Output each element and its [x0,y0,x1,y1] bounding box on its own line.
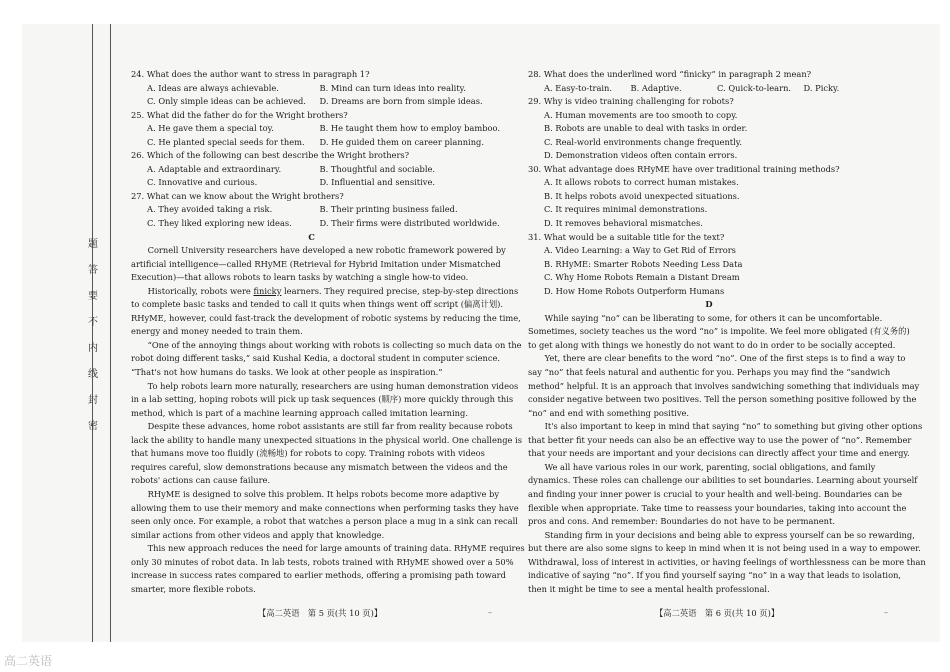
question-stem: 24. What does the author want to stress in paragraph 1? [131,69,370,79]
watermark: 高二英语 [4,654,53,668]
seal-char: 密 [88,421,98,432]
answer-option: C. It requires minimal demonstrations. [544,204,708,215]
answer-option: A. Human movements are too smooth to copy. [544,109,738,120]
passage-line: seen only once. For example, a robot that watches a person place a mug in a sink can recall [131,516,518,527]
page-footer-left: 【高二英语 第 5 页(共 10 页)】 [258,608,383,618]
passage-line: While saying “no” can be liberating to some, for others it can be uncomfortable. [544,312,883,323]
passage-line: but there are also some signs to keep in mind when it is not being used in a way to empower. [528,543,921,554]
underlined-word: finicky [253,285,282,296]
passage-line: pros and cons. And remember: Boundaries do not have to be permanent. [528,516,835,527]
answer-option: B. Mind can turn ideas into reality. [319,82,466,93]
passage-line: lack the ability to handle many unexpected situations in the physical world. One challenge is [131,434,522,445]
answer-option: A. They avoided taking a risk. [147,204,273,215]
answer-option: B. Thoughtful and sociable. [319,163,436,174]
option-row [131,163,492,177]
question-stem: 26. Which of the following can best describe the Wright brothers? [131,150,410,161]
answer-option: D. Their firms were distributed worldwide. [319,218,500,229]
section-letter: C [308,231,315,242]
passage-line: robots' actions can cause failure. [131,475,271,486]
passage-line: say “no” that feels natural and authentic for you. Perhaps you may find the “sandwich [528,367,891,378]
passage-line: artificial intelligence—called RHyME (Retrieval for Hybrid Imitation under Mismatched [131,258,501,269]
seal-char: 线 [88,369,98,380]
passage-line: that humans move too fluidly (流畅地) for robots to copy. Training robots with videos [131,448,485,459]
passage-line: “That's not how humans do tasks. We look at other people as inspiration.” [131,367,443,378]
left-column [131,68,525,596]
passage-line: We all have various roles in our work, parenting, social obligations, and family [544,461,876,472]
option-row [131,82,492,96]
passage-line: Despite these advances, home robot assistants are still far from reality because robots [147,421,513,432]
seal-line-text [86,232,100,440]
answer-option: A. He gave them a special toy. [147,123,274,134]
option-row [131,203,492,217]
question-stem: 28. What does the underlined word “finicky” in paragraph 2 mean? [528,69,812,79]
answer-option: D. How Home Robots Outperform Humans [544,285,725,296]
seal-char: 内 [88,343,98,354]
answer-option: B. RHyME: Smarter Robots Needing Less Data [544,258,743,269]
passage-line: To help robots learn more naturally, researchers are using human demonstration videos [147,380,519,391]
passage-line: requires careful, slow demonstrations because any mismatch between the videos and the [131,461,508,472]
passage-line: This new approach reduces the need for large amounts of training data. RHyME requires [147,543,525,554]
passage-line: energy and money needed to train them. [131,326,303,337]
passage-line: RHyME is designed to solve this problem. It helps robots become more adaptive by [147,488,500,499]
answer-option: A. Easy-to-train. [544,82,613,93]
section-letter: D [705,299,713,310]
option-row [131,176,492,190]
answer-option: C. They liked exploring new ideas. [147,218,292,229]
answer-option: B. Robots are unable to deal with tasks in order. [544,123,748,134]
passage-line: that your needs are important and your decisions can directly affect your time and energy. [528,448,910,459]
answer-option: A. Ideas are always achievable. [147,82,279,93]
passage-line: then it might be time to see a mental health professional. [528,583,770,594]
answer-option: C. Innovative and curious. [147,177,258,188]
passage-line: It's also important to keep in mind that saying “no” to something but giving other options [544,421,923,432]
passage-line: Withdrawal, loss of interest in activities, or having feelings of worthlessness can be more than [528,556,926,567]
passage-line: flexible when appropriate. Take time to reassess your boundaries, taking into account the [528,502,907,513]
answer-option: D. Demonstration videos often contain errors. [544,150,738,161]
passage-line: Standing firm in your decisions and being able to express yourself can be so rewarding, [544,529,915,540]
question-stem: 27. What can we know about the Wright brothers? [131,190,344,201]
passage-line: Execution)—that allows robots to learn tasks by watching a single how-to video. [131,272,469,283]
passage-line: robot doing different tasks,” said Kushal Kedia, a doctoral student in computer science. [131,353,501,364]
passage-line: method, which is part of a machine learning approach called imitation learning. [131,407,468,418]
answer-option: B. Their printing business failed. [319,204,458,215]
question-stem: 25. What did the father do for the Wright brothers? [131,109,348,120]
question-stem: 31. What would be a suitable title for the text? [528,231,725,242]
answer-option: A. It allows robots to correct human mistakes. [544,177,739,188]
answer-option: D. Picky. [803,82,840,93]
answer-option: D. Dreams are born from simple ideas. [319,96,483,107]
option-row [528,82,890,96]
seal-char: 答 [88,265,98,276]
passage-line: consider negative between two positives. Tell the person something positive followed by the [528,394,917,405]
seal-char: 要 [88,291,98,302]
seal-char: 不 [88,317,98,328]
answer-option: B. It helps robots avoid unexpected situations. [544,190,740,201]
passage-line: “no” and end with something positive. [528,407,690,418]
answer-option: D. It removes behavioral mismatches. [544,218,703,229]
passage-line: Cornell University researchers have developed a new robotic framework powered by [147,245,506,256]
passage-line: only 30 minutes of robot data. In lab tests, robots trained with RHyME showed over a 50% [131,556,514,567]
passage-line: in a lab setting, hoping robots will pick up task sequences (顺序) more quickly through this [131,394,514,405]
answer-option: B. He taught them how to employ bamboo. [319,123,501,134]
passage-line: that better fit your needs can also be an effective way to use the power of “no”. Remember [528,434,912,445]
question-stem: 29. Why is video training challenging for robots? [528,96,734,107]
answer-option: D. He guided them on career planning. [319,136,484,147]
answer-option: C. He planted special seeds for them. [147,136,305,147]
passage-line: and finding your inner power is crucial to your health and well-being. Boundaries can be [528,488,903,499]
seal-char: 题 [88,239,98,250]
answer-option: C. Only simple ideas can be achieved. [147,96,306,107]
option-row [131,122,501,136]
footer-mark: – [884,608,888,617]
passage-line: dynamics. These roles can challenge our abilities to set boundaries. Learning about yourself [528,475,918,486]
answer-option: A. Adaptable and extraordinary. [147,163,282,174]
passage-line: RHyME, however, could fast-track the development of robotic systems by reducing the time, [131,312,521,323]
passage-line: smarter, more flexible robots. [131,583,256,594]
passage-line: to get along with things we honestly do not want to do in order to be socially accepted. [528,339,896,350]
answer-option: B. Adaptive. [630,82,682,93]
passage-line: similar actions from other videos and apply that knowledge. [131,529,385,540]
question-stem: 30. What advantage does RHyME have over traditional training methods? [528,163,840,174]
page-footer-right: 【高二英语 第 6 页(共 10 页)】 [655,608,780,618]
answer-option: C. Quick-to-learn. [717,82,792,93]
seal-char: 封 [88,395,98,406]
passage-line: Yet, there are clear benefits to the word “no”. One of the first steps is to find a way to [544,353,906,364]
passage-line: Sometimes, society teaches us the word “no” is impolite. We feel more obligated (有义务的) [528,326,910,337]
answer-option: A. Video Learning: a Way to Get Rid of Errors [544,245,736,256]
right-column [528,68,926,596]
passage-line: method” helpful. It is an approach that involves sandwiching something that individuals may [528,380,920,391]
footer-mark: – [488,608,492,617]
option-row [131,95,492,109]
binding-line [110,24,111,642]
option-row [131,217,500,231]
answer-option: C. Real-world environments change frequently. [544,136,743,147]
passage-line: allowing them to use their memory and make connections when performing tasks they have [131,502,519,513]
passage-line: indicative of saying “no”. If you find yourself saying “no” in a way that leads to isolation, [528,570,902,581]
passage-line: “One of the annoying things about working with robots is collecting so much data on the [147,339,522,350]
option-row [131,136,492,150]
answer-option: C. Why Home Robots Remain a Distant Dream [544,272,740,283]
passage-line: Historically, robots were finicky learners. They required precise, step-by-step directions [147,285,519,296]
passage-line: increase in success rates compared to earlier methods, offering a promising path toward [131,570,506,581]
answer-option: D. Influential and sensitive. [319,177,435,188]
passage-line: to complete basic tasks and tended to call it quits when things went off script (偏离计划). [131,299,503,310]
